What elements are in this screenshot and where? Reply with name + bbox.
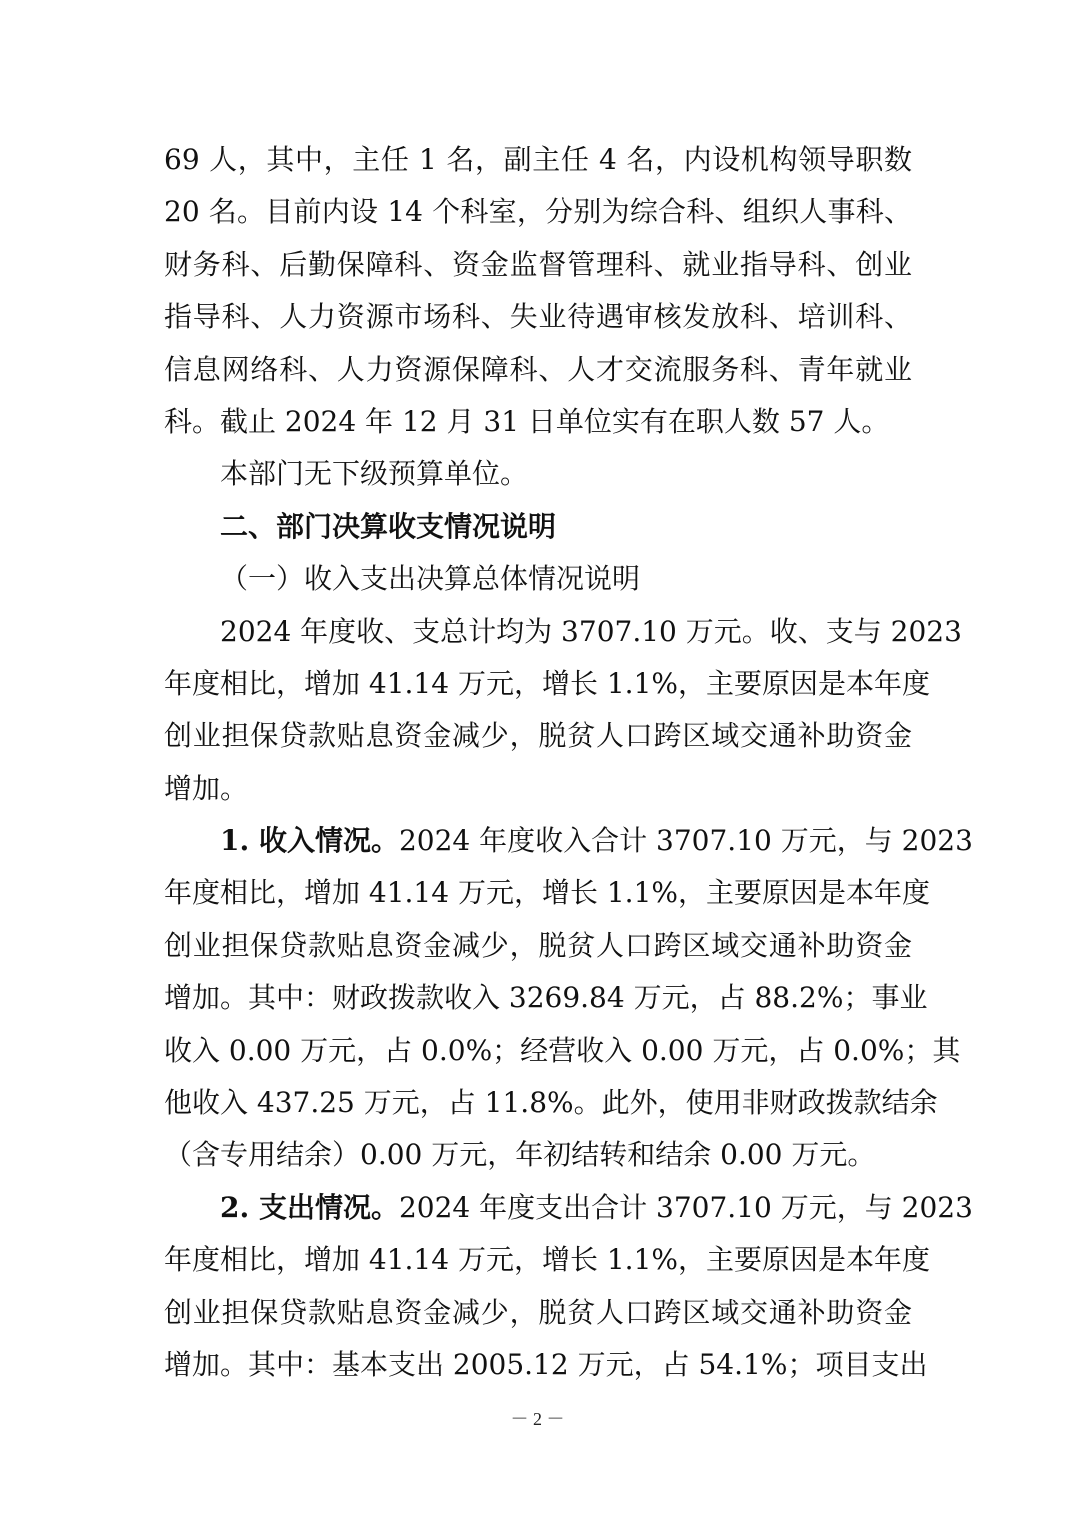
paragraph-line: 年度相比，增加 41.14 万元，增长 1.1%，主要原因是本年度 [164,876,930,910]
expense-paragraph-first-line [164,1182,973,1234]
paragraph-line: 2024 年度收、支总计均为 3707.10 万元。收、支与 2023 [220,614,962,648]
paragraph-line: 财务科、后勤保障科、资金监督管理科、就业指导科、创业 [164,247,912,281]
paragraph-line: （含专用结余）0.00 万元，年初结转和结余 0.00 万元。 [164,1138,876,1172]
paragraph-line: 增加。其中：基本支出 2005.12 万元，占 54.1%；项目支出 [164,1347,928,1381]
paragraph-line: 创业担保贷款贴息资金减少，脱贫人口跨区域交通补助资金 [164,1295,912,1329]
paragraph-line: 创业担保贷款贴息资金减少，脱贫人口跨区域交通补助资金 [164,928,912,962]
expense-lead: 2. 支出情况。 [220,1190,399,1224]
paragraph-line: 他收入 437.25 万元，占 11.8%。此外，使用非财政拨款结余 [164,1086,938,1120]
page-number: － 2 － [510,1409,565,1429]
income-first-text: 2024 年度收入合计 3707.10 万元，与 2023 [398,824,973,858]
paragraph-line: 69 人，其中，主任 1 名，副主任 4 名，内设机构领导职数 [164,143,912,176]
paragraph-line: 增加。其中：财政拨款收入 3269.84 万元，占 88.2%；事业 [164,981,928,1015]
paragraph-line: 科。截止 2024 年 12 月 31 日单位实有在职人数 57 人。 [164,404,890,438]
expense-first-text: 2024 年度支出合计 3707.10 万元，与 2023 [398,1190,973,1224]
no-subunit-note: 本部门无下级预算单位。 [220,457,529,491]
income-paragraph-first-line [164,815,973,867]
body-text [164,134,973,1391]
paragraph-line: 20 名。目前内设 14 个科室，分别为综合科、组织人事科、 [164,195,912,229]
paragraph-line: 创业担保贷款贴息资金减少，脱贫人口跨区域交通补助资金 [164,719,912,753]
paragraph-line: 指导科、人力资源市场科、失业待遇审核发放科、培训科、 [164,300,912,334]
paragraph-line: 信息网络科、人力资源保障科、人才交流服务科、青年就业 [164,352,912,386]
subsection-heading: （一）收入支出决算总体情况说明 [220,562,641,596]
paragraph-line: 增加。 [164,771,249,805]
paragraph-line: 年度相比，增加 41.14 万元，增长 1.1%，主要原因是本年度 [164,1243,930,1277]
paragraph-line: 年度相比，增加 41.14 万元，增长 1.1%，主要原因是本年度 [164,666,930,700]
section-heading: 二、部门决算收支情况说明 [220,509,557,543]
income-lead: 1. 收入情况。 [220,824,399,858]
paragraph-line: 收入 0.00 万元，占 0.0%；经营收入 0.00 万元，占 0.0%；其 [164,1033,961,1067]
